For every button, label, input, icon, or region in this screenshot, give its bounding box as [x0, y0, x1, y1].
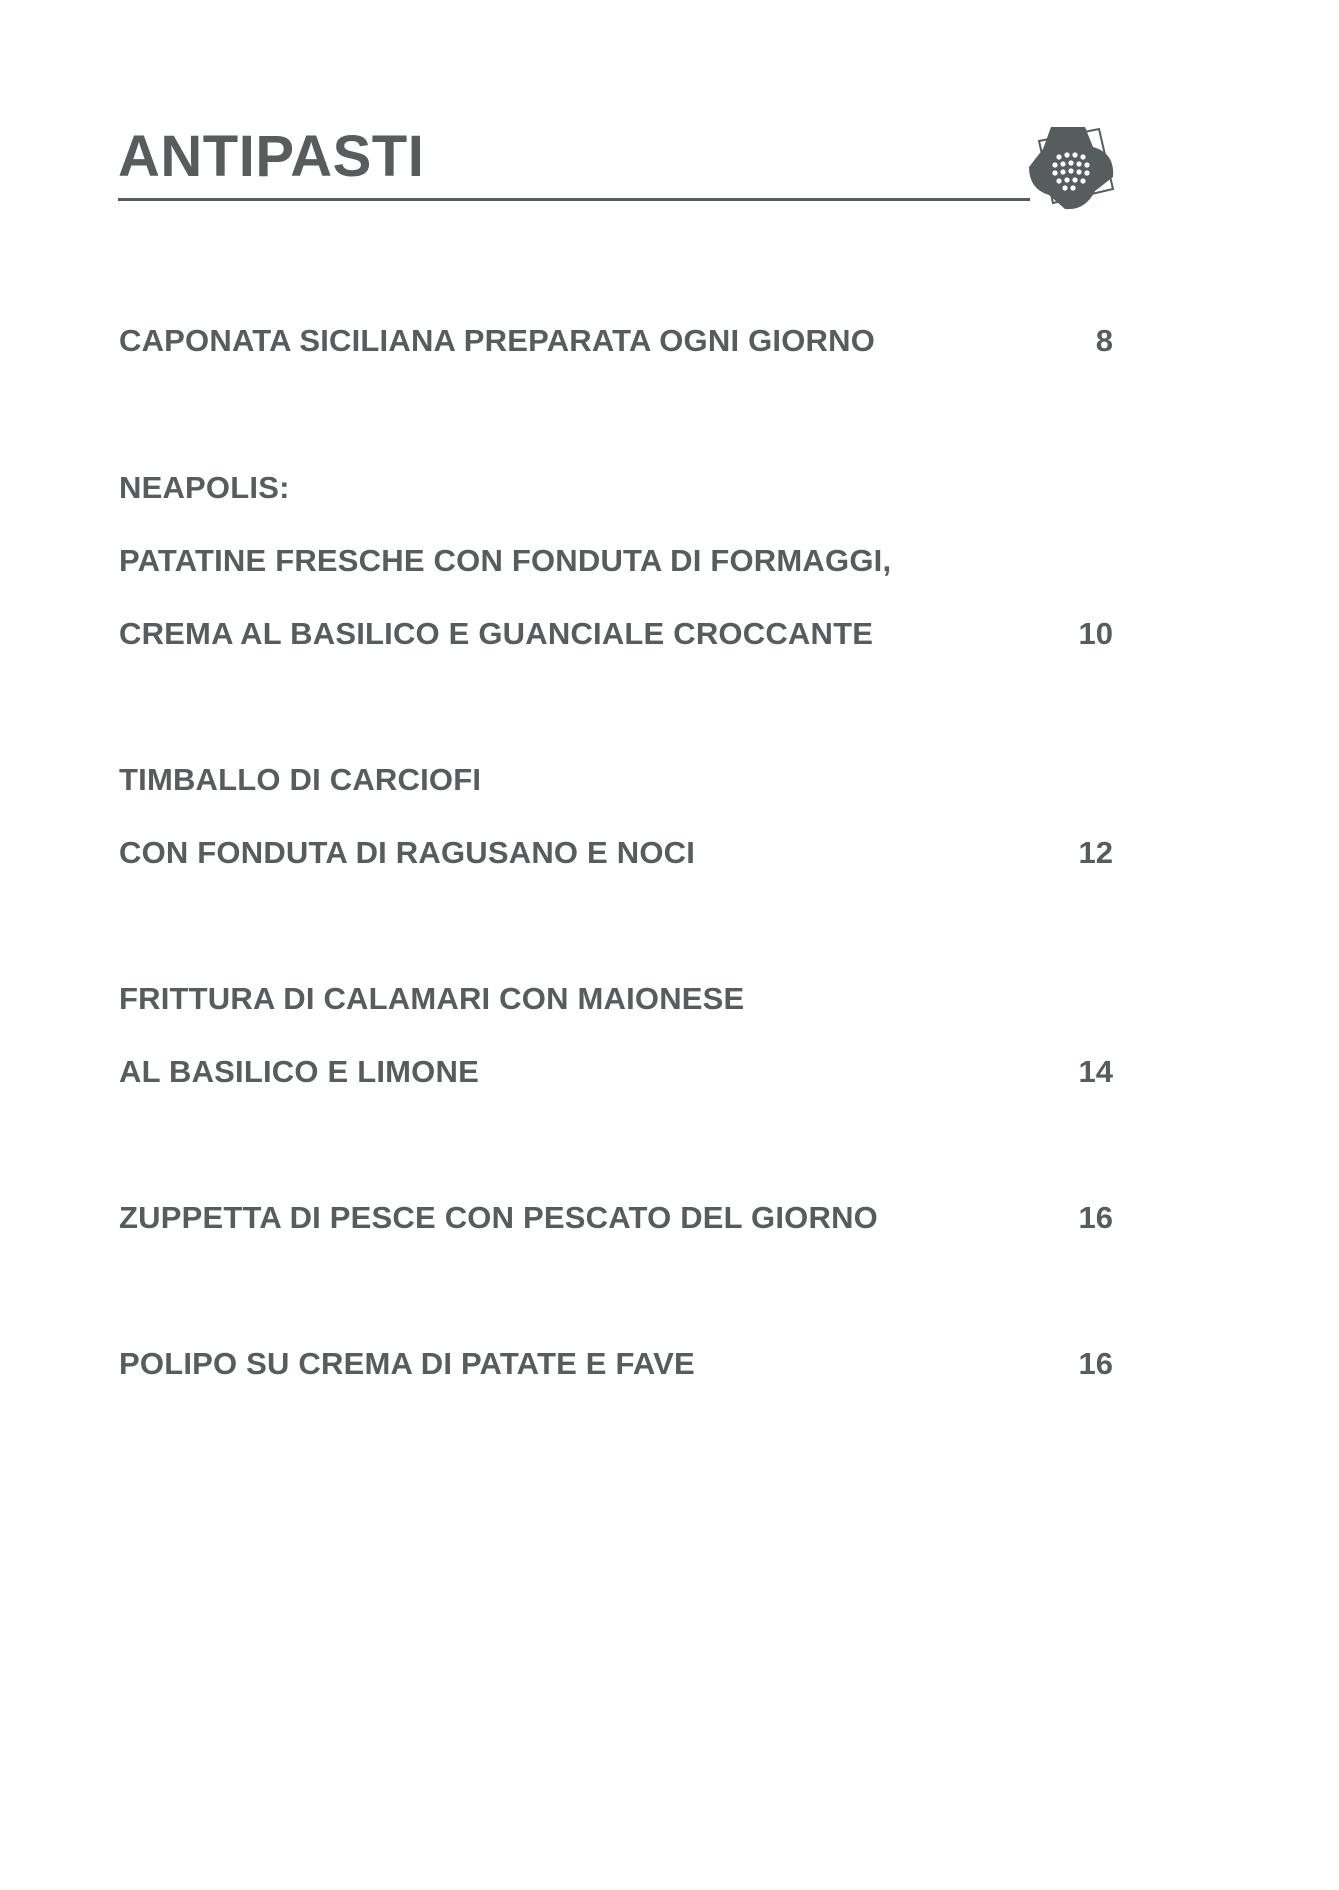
menu-item-line: CAPONATA SICILIANA PREPARATA OGNI GIORNO	[119, 323, 876, 358]
menu-item-line: TIMBALLO DI CARCIOFI	[119, 762, 482, 797]
menu-item-price: 14	[1078, 1054, 1113, 1089]
menu-item-price: 12	[1078, 835, 1113, 870]
menu-item-line: PATATINE FRESCHE CON FONDUTA DI FORMAGGI,	[119, 543, 892, 578]
menu-item-line: AL BASILICO E LIMONE	[119, 1054, 479, 1089]
menu-item-price: 8	[1095, 323, 1113, 358]
menu-item-price: 10	[1078, 616, 1113, 651]
menu-item-line: CREMA AL BASILICO E GUANCIALE CROCCANTE	[119, 616, 874, 651]
menu-item-price: 16	[1078, 1200, 1113, 1235]
section-title: ANTIPASTI	[118, 124, 425, 189]
menu-item-line: CON FONDUTA DI RAGUSANO E NOCI	[119, 835, 696, 870]
menu-item-line: POLIPO SU CREMA DI PATATE E FAVE	[119, 1346, 695, 1381]
restaurant-emblem-icon	[1025, 125, 1117, 217]
menu-item-price: 16	[1078, 1346, 1113, 1381]
menu-item-line: NEAPOLIS:	[119, 470, 290, 505]
menu-item-line: ZUPPETTA DI PESCE CON PESCATO DEL GIORNO	[119, 1200, 878, 1235]
menu-item-line: FRITTURA DI CALAMARI CON MAIONESE	[119, 981, 745, 1016]
section-header	[118, 120, 1118, 230]
title-underline	[118, 198, 1030, 201]
